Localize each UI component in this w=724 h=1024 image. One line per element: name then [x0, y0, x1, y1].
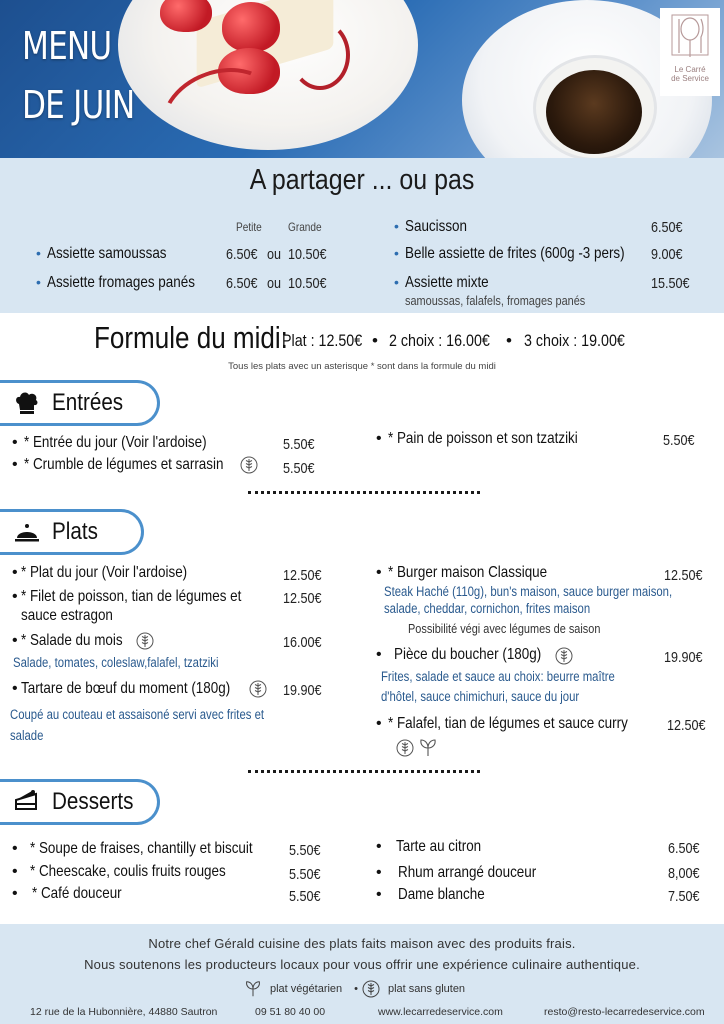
menu-title-line1: MENU: [22, 24, 112, 68]
item-price: 9.00€: [651, 246, 683, 263]
menu-item: • * Cheescake, coulis fruits rouges: [12, 863, 226, 880]
section-label: Plats: [52, 518, 98, 545]
item-description: Salade, tomates, coleslaw,falafel, tzatziki: [13, 655, 219, 670]
restaurant-logo: [660, 8, 720, 96]
strawberry-image: [222, 2, 280, 52]
share-item-mixte: • Assiette mixte: [394, 274, 489, 291]
item-note: Possibilité végi avec légumes de saison: [408, 621, 601, 636]
menu-item: • Tarte au citron: [376, 838, 481, 855]
col-petite-label: Petite: [236, 220, 262, 234]
menu-title-line2: DE JUIN: [22, 83, 135, 127]
item-description-line2: salade, cheddar, cornichon, frites maison: [384, 601, 591, 616]
menu-item: • * Soupe de fraises, chantilly et biscuit: [12, 840, 253, 857]
address: 12 rue de la Hubonnière, 44880 Sautron: [30, 1006, 218, 1018]
section-tab-entrees: [0, 380, 160, 426]
price-grande: 10.50€: [288, 246, 327, 263]
sauce-drizzle: [290, 20, 350, 90]
col-grande-label: Grande: [288, 220, 322, 234]
menu-item: • Tartare de bœuf du moment (180g): [12, 680, 230, 697]
cloche-icon: [14, 519, 40, 545]
share-title: A partager ... ou pas: [249, 164, 475, 196]
menu-item-line2: sauce estragon: [21, 607, 113, 624]
item-price: 6.50€: [668, 840, 700, 857]
share-item-fromages: • Assiette fromages panés: [36, 274, 195, 291]
chef-hat-icon: [14, 390, 40, 416]
legend-vegetarian: plat végétarien •: [244, 980, 368, 998]
formule-title: Formule du midi:: [94, 320, 288, 355]
menu-item: • * Falafel, tian de légumes et sauce curry: [376, 715, 628, 732]
phone-number[interactable]: 09 51 80 40 00: [255, 1006, 326, 1018]
coffee-image: [546, 70, 642, 154]
gluten-free-icon: [362, 980, 380, 998]
item-price: 12.50€: [283, 567, 322, 584]
item-price: 19.90€: [283, 682, 322, 699]
or-word: ou: [267, 246, 282, 263]
footer-chef-line: Notre chef Gérald cuisine des plats faits maison avec des produits frais.: [148, 936, 576, 951]
formule-two-choices: 2 choix : 16.00€: [389, 331, 490, 350]
section-tab-desserts: [0, 779, 160, 825]
item-description: Steak Haché (110g), bun's maison, sauce burger maison,: [384, 584, 673, 599]
item-price: 12.50€: [283, 590, 322, 607]
formule-plat: Plat : 12.50€: [282, 331, 363, 350]
footer-producers-line: Nous soutenons les producteurs locaux pour vous offrir une expérience culinaire authentique.: [84, 957, 640, 972]
section-label: Entrées: [52, 389, 124, 416]
item-price: 15.50€: [651, 275, 690, 292]
email-link[interactable]: resto@resto-lecarredeservice.com: [544, 1006, 705, 1018]
menu-item: • Rhum arrangé douceur: [376, 864, 536, 881]
item-price: 12.50€: [667, 717, 706, 734]
item-description: samoussas, falafels, fromages panés: [405, 293, 586, 308]
strawberry-image: [160, 0, 212, 32]
item-price: 5.50€: [283, 436, 315, 453]
item-description-line2: salade: [10, 728, 44, 743]
menu-item: • * Plat du jour (Voir l'ardoise): [12, 564, 187, 581]
item-price: 5.50€: [289, 888, 321, 905]
item-description-line2: d'hôtel, sauce chimichuri, sauce du jour: [381, 689, 580, 704]
share-item-saucisson: • Saucisson: [394, 218, 467, 235]
logo-text-line1: Le Carré: [674, 65, 706, 74]
item-description: Coupé au couteau et assaisoné servi avec frites et: [10, 707, 265, 722]
item-price: 12.50€: [664, 567, 703, 584]
section-label: Desserts: [52, 788, 134, 815]
menu-item: • * Entrée du jour (Voir l'ardoise): [12, 434, 207, 451]
cutlery-logo-icon: [670, 13, 710, 61]
vegetarian-leaf-icon: [418, 738, 438, 758]
section-tab-plats: [0, 509, 144, 555]
menu-item: • * Café douceur: [12, 885, 122, 902]
item-price: 5.50€: [289, 866, 321, 883]
bullet-separator: •: [506, 331, 512, 350]
formule-three-choices: 3 choix : 19.00€: [524, 331, 625, 350]
item-price: 8,00€: [668, 865, 700, 882]
menu-item: • * Salade du mois: [12, 632, 123, 649]
logo-text-line2: de Service: [671, 74, 709, 83]
dotted-divider: [248, 770, 480, 773]
item-price: 5.50€: [283, 460, 315, 477]
item-price: 5.50€: [289, 842, 321, 859]
menu-item: • * Filet de poisson, tian de légumes et: [12, 588, 242, 605]
share-section: [0, 158, 724, 313]
price-petite: 6.50€: [226, 275, 258, 292]
item-price: 19.90€: [664, 649, 703, 666]
item-price: 5.50€: [663, 432, 695, 449]
menu-item: • * Pain de poisson et son tzatziki: [376, 430, 578, 447]
share-item-samoussas: • Assiette samoussas: [36, 245, 167, 262]
item-description: Frites, salade et sauce au choix: beurre maître: [381, 669, 615, 684]
share-item-frites: • Belle assiette de frites (600g -3 pers): [394, 245, 625, 262]
item-price: 16.00€: [283, 634, 322, 651]
or-word: ou: [267, 275, 282, 292]
menu-item: • * Crumble de légumes et sarrasin: [12, 456, 224, 473]
menu-item: • Dame blanche: [376, 886, 485, 903]
cake-slice-icon: [14, 789, 40, 815]
gluten-free-icon: [240, 456, 258, 474]
menu-item: • Pièce du boucher (180g): [376, 646, 541, 663]
item-price: 6.50€: [651, 219, 683, 236]
price-petite: 6.50€: [226, 246, 258, 263]
price-grande: 10.50€: [288, 275, 327, 292]
formule-note: Tous les plats avec un asterisque * sont dans la formule du midi: [228, 361, 496, 372]
gluten-free-icon: [136, 632, 154, 650]
website-link[interactable]: www.lecarredeservice.com: [378, 1006, 503, 1018]
menu-item: • * Burger maison Classique: [376, 564, 547, 581]
bullet-separator: •: [372, 331, 378, 350]
gluten-free-icon: [396, 739, 414, 757]
item-price: 7.50€: [668, 888, 700, 905]
gluten-free-icon: [249, 680, 267, 698]
vegetarian-leaf-icon: [244, 980, 262, 998]
footer: [0, 924, 724, 1024]
dotted-divider: [248, 491, 480, 494]
hero-banner: [0, 0, 724, 158]
legend-gluten-free: plat sans gluten: [362, 980, 465, 998]
gluten-free-icon: [555, 647, 573, 665]
